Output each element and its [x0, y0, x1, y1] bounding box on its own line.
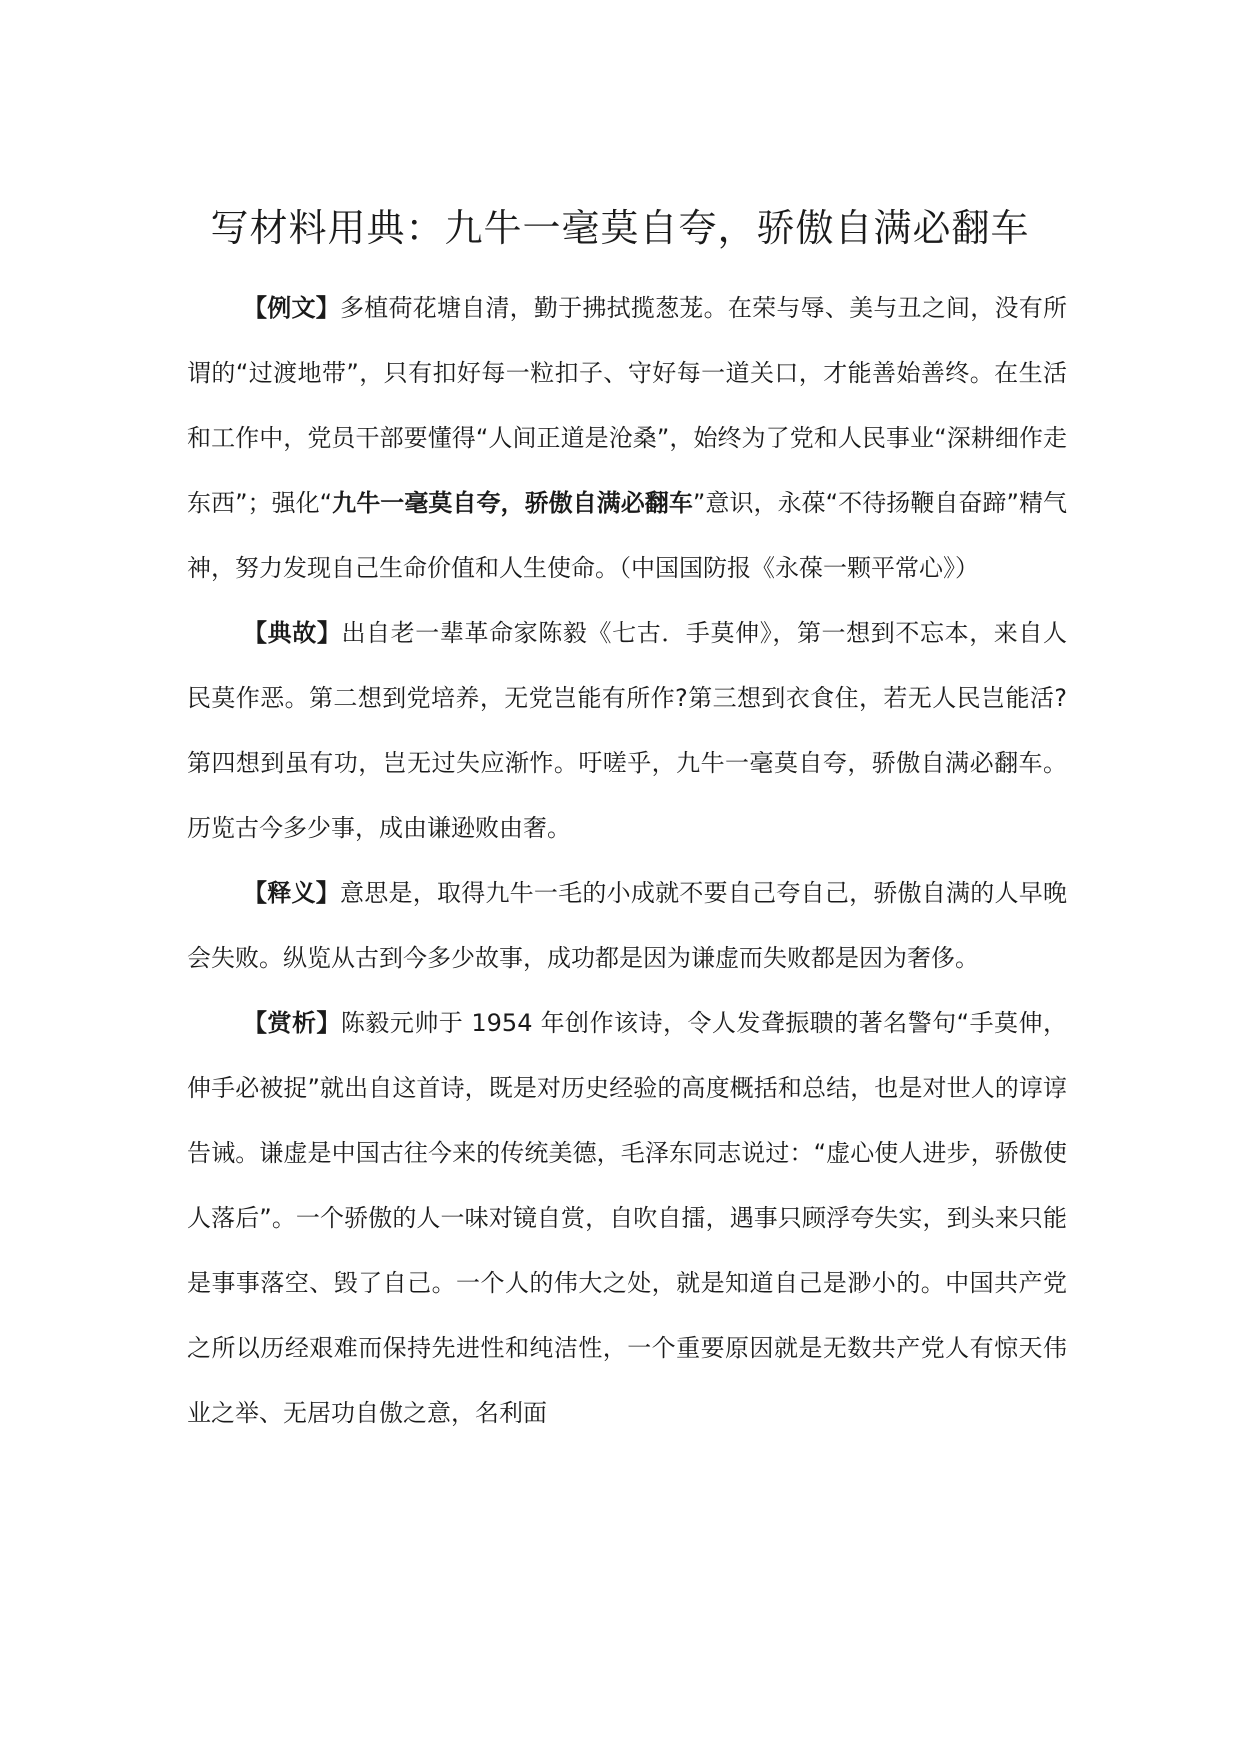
- paragraph-tag-example: 【例文】: [243, 294, 340, 322]
- document-body: [187, 276, 1067, 1446]
- paragraph-analysis: [187, 991, 1067, 1446]
- document-title: 写材料用典：九牛一毫莫自夸，骄傲自满必翻车: [210, 206, 1030, 250]
- paragraph-example: [187, 276, 1067, 601]
- paragraph-tag-allusion: 【典故】: [243, 619, 342, 647]
- paragraph-tag-analysis: 【赏析】: [243, 1009, 341, 1037]
- paragraph-meaning: [187, 861, 1067, 991]
- paragraph-text-analysis: 陈毅元帅于 1954 年创作该诗，令人发聋振聩的著名警句“手莫伸，伸手必被捉”就出自这首诗，既是对历史经验的高度概括和总结，也是对世人的谆谆告诫。谦虚是中国古往今来的传统美德，毛泽东同志说过：“虚心使人进步，骄傲使人落后”。一个骄傲的人一味对镜自赏，自吹自擂，遇事只顾浮夸失实，到头来只能是事事落空、毁了自己。一个人的伟大之处，就是知道自己是渺小的。中国共产党之所以历经艰难而保持先进性和纯洁性，一个重要原因就是无数共产党人有惊天伟业之举、无居功自傲之意，名利面: [187, 1009, 1067, 1427]
- paragraph-text-example-after: ”意识，永葆“不待扬鞭自奋蹄”精气神，努力发现自己生命价值和人生使命。（中国国防报《永葆一颗平常心》）: [187, 489, 1068, 582]
- paragraph-tag-meaning: 【释义】: [243, 879, 340, 907]
- paragraph-text-example-before: 多植荷花塘自清，勤于拂拭揽葱茏。在荣与辱、美与丑之间，没有所谓的“过渡地带”，只有扣好每一粒扣子、守好每一道关口，才能善始善终。在生活和工作中，党员干部要懂得“人间正道是沧桑”，始终为了党和人民事业“深耕细作走东西”；强化“: [187, 294, 1068, 517]
- paragraph-text-allusion: 出自老一辈革命家陈毅《七古．手莫伸》，第一想到不忘本，来自人民莫作恶。第二想到党培养，无党岂能有所作?第三想到衣食住，若无人民岂能活?第四想到虽有功，岂无过失应渐怍。吁嗟乎，九牛一毫莫自夸，骄傲自满必翻车。历览古今多少事，成由谦逊败由奢。: [187, 619, 1068, 842]
- paragraph-allusion: [187, 601, 1067, 861]
- paragraph-text-meaning: 意思是，取得九牛一毛的小成就不要自己夸自己，骄傲自满的人早晚会失败。纵览从古到今多少故事，成功都是因为谦虚而失败都是因为奢侈。: [187, 879, 1068, 972]
- paragraph-text-example-emphasis: 九牛一毫莫自夸，骄傲自满必翻车: [332, 489, 693, 517]
